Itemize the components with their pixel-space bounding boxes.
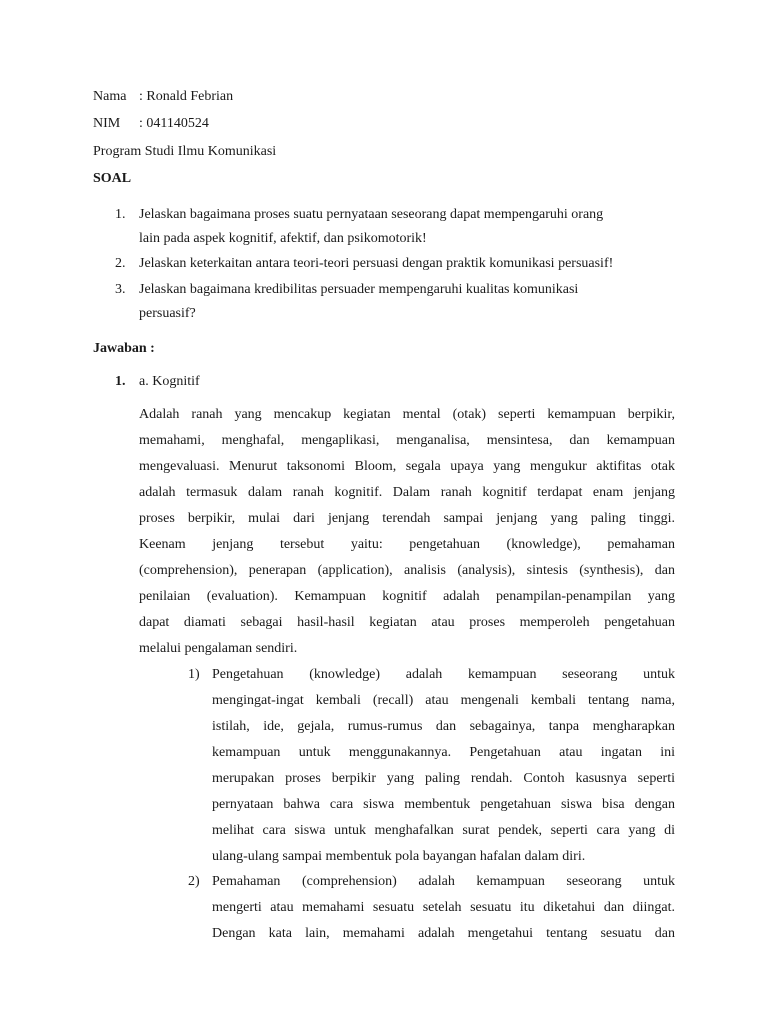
nama-label: Nama bbox=[93, 89, 127, 104]
paragraph-line: dapat diamati sebagai hasil-hasil kegiatan atau proses memperoleh pengetahuan bbox=[139, 615, 675, 630]
question-line: Jelaskan bagaimana kredibilitas persuader mempengaruhi kualitas komunikasi bbox=[139, 282, 579, 297]
item-line: mengerti atau memahami sesuatu setelah sesuatu itu diketahui dan diingat. bbox=[212, 900, 675, 915]
item-line: istilah, ide, gejala, rumus-rumus dan sebagainya, tanpa mengharapkan bbox=[212, 719, 675, 734]
soal-heading: SOAL bbox=[93, 171, 132, 186]
paragraph-line: penilaian (evaluation). Kemampuan kognitif adalah penampilan-penampilan yang bbox=[139, 589, 675, 604]
question-line: persuasif? bbox=[139, 306, 196, 321]
paragraph-line: Adalah ranah yang mencakup kegiatan mental (otak) seperti kemampuan berpikir, bbox=[139, 407, 675, 422]
item-line: mengingat-ingat kembali (recall) atau mengenali kembali tentang nama, bbox=[212, 693, 675, 708]
paragraph-line: Keenam jenjang tersebut yaitu: pengetahuan (knowledge), pemahaman bbox=[139, 537, 675, 552]
item-number: 2) bbox=[188, 874, 200, 889]
item-line: kemampuan untuk menggunakannya. Pengetahuan atau ingatan ini bbox=[212, 745, 675, 760]
item-line: ulang-ulang sampai membentuk pola bayangan hafalan dalam diri. bbox=[212, 849, 586, 864]
item-line: merupakan proses berpikir yang paling rendah. Contoh kasusnya seperti bbox=[212, 771, 675, 786]
paragraph-line: melalui pengalaman sendiri. bbox=[139, 641, 298, 656]
question-number: 3. bbox=[115, 282, 126, 297]
sub-heading-kognitif: a. Kognitif bbox=[139, 374, 200, 389]
item-line: melihat cara siswa untuk menghafalkan surat pendek, seperti cara yang di bbox=[212, 823, 675, 838]
paragraph-line: proses berpikir, mulai dari jenjang terendah sampai jenjang yang paling tinggi. bbox=[139, 511, 675, 526]
jawaban-heading: Jawaban : bbox=[93, 341, 155, 356]
item-number: 1) bbox=[188, 667, 200, 682]
question-number: 1. bbox=[115, 207, 126, 222]
nim-label: NIM bbox=[93, 116, 121, 131]
question-line: Jelaskan bagaimana proses suatu pernyataan seseorang dapat mempengaruhi orang bbox=[139, 207, 604, 222]
program-studi: Program Studi Ilmu Komunikasi bbox=[93, 144, 277, 159]
question-line: lain pada aspek kognitif, afektif, dan psikomotorik! bbox=[139, 231, 427, 246]
paragraph-line: (comprehension), penerapan (application), analisis (analysis), sintesis (synthesis), dan bbox=[139, 563, 675, 578]
nim-value: : 041140524 bbox=[139, 116, 209, 131]
item-line: pernyataan bahwa cara siswa membentuk pengetahuan siswa bisa dengan bbox=[212, 797, 675, 812]
paragraph-line: adalah termasuk dalam ranah kognitif. Dalam ranah kognitif terdapat enam jenjang bbox=[139, 485, 675, 500]
item-line: Pengetahuan (knowledge) adalah kemampuan seseorang untuk bbox=[212, 667, 675, 682]
question-number: 2. bbox=[115, 256, 126, 271]
nama-value: : Ronald Febrian bbox=[139, 89, 234, 104]
paragraph-line: memahami, menghafal, mengaplikasi, menganalisa, mensintesa, dan kemampuan bbox=[139, 433, 675, 448]
paragraph-line: mengevaluasi. Menurut taksonomi Bloom, segala upaya yang mengukur aktifitas otak bbox=[139, 459, 675, 474]
question-line: Jelaskan keterkaitan antara teori-teori persuasi dengan praktik komunikasi persuasif! bbox=[139, 256, 614, 271]
item-line: Dengan kata lain, memahami adalah mengetahui tentang sesuatu dan bbox=[212, 926, 675, 941]
item-line: Pemahaman (comprehension) adalah kemampuan seseorang untuk bbox=[212, 874, 675, 889]
answer-number: 1. bbox=[115, 374, 126, 389]
